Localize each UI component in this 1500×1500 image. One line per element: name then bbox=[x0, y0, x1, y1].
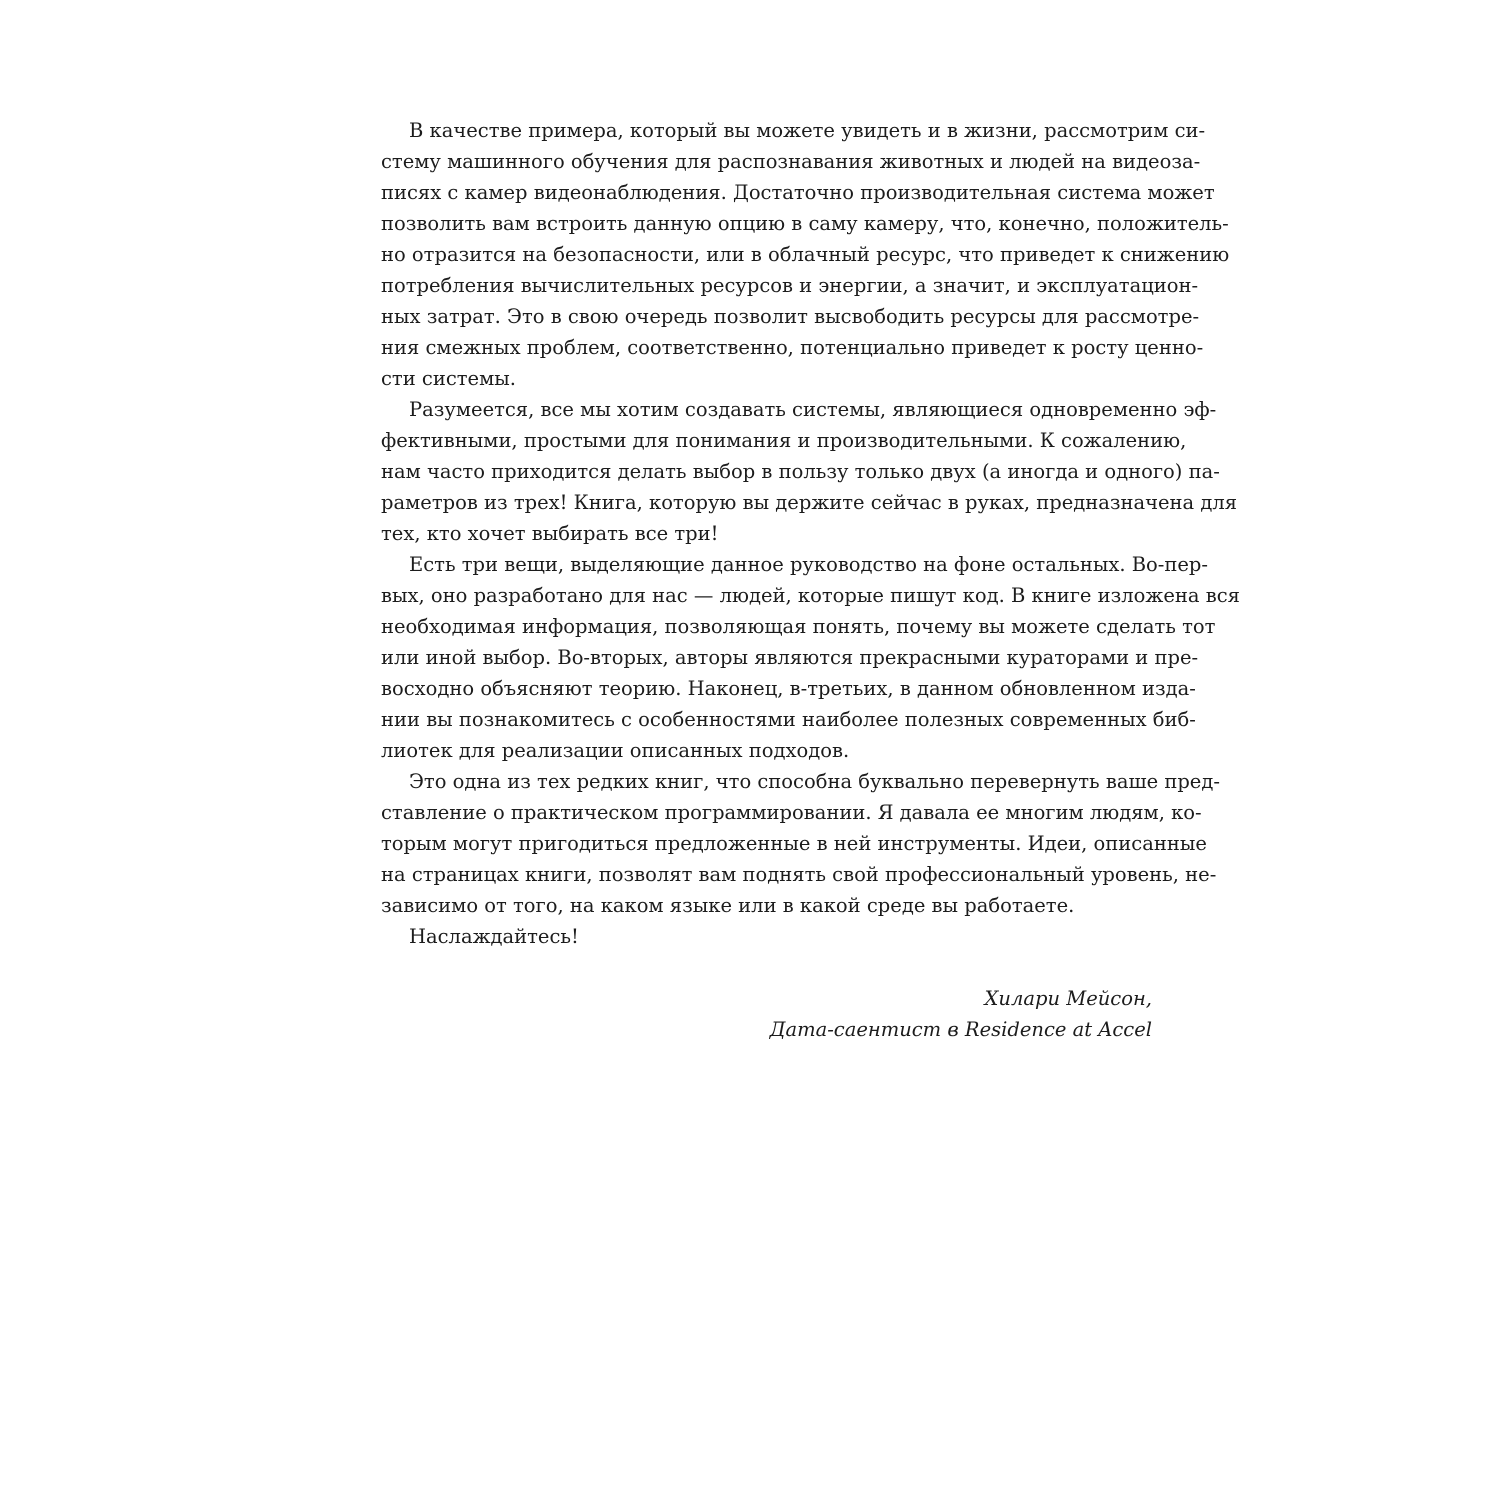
paragraph bbox=[381, 394, 1238, 549]
text-line: ных затрат. Это в свою очередь позволит высвободить ресурсы для рассмотре- bbox=[381, 305, 1200, 328]
signature-name: Хилари Мейсон, bbox=[984, 987, 1152, 1010]
paragraph bbox=[381, 921, 1152, 952]
paragraph bbox=[381, 549, 1240, 766]
text-line: вых, оно разработано для нас — людей, которые пишут код. В книге изложена вся bbox=[381, 584, 1240, 607]
text-line: Наслаждайтесь! bbox=[409, 925, 579, 948]
text-line: фективными, простыми для понимания и производительными. К сожалению, bbox=[381, 429, 1187, 452]
text-line: торым могут пригодиться предложенные в ней инструменты. Идеи, описанные bbox=[381, 832, 1207, 855]
text-line: раметров из трех! Книга, которую вы держите сейчас в руках, предназначена для bbox=[381, 491, 1238, 514]
text-line: нии вы познакомитесь с особенностями наиболее полезных современных биб- bbox=[381, 708, 1196, 731]
text-line: ставление о практическом программировании. Я давала ее многим людям, ко- bbox=[381, 801, 1202, 824]
text-line: тех, кто хочет выбирать все три! bbox=[381, 522, 719, 545]
body-text bbox=[381, 115, 1240, 952]
text-line: ния смежных проблем, соответственно, потенциально приведет к росту ценно- bbox=[381, 336, 1204, 359]
signature-title: Дата-саентист в Residence at Accel bbox=[769, 1018, 1152, 1041]
text-line: необходимая информация, позволяющая понять, почему вы можете сделать тот bbox=[381, 615, 1216, 638]
text-line: Есть три вещи, выделяющие данное руководство на фоне остальных. Во-пер- bbox=[409, 553, 1208, 576]
text-line: потребления вычислительных ресурсов и энергии, а значит, и эксплуатацион- bbox=[381, 274, 1199, 297]
text-line: писях с камер видеонаблюдения. Достаточно производительная система может bbox=[381, 181, 1215, 204]
text-line: Это одна из тех редких книг, что способна буквально перевернуть ваше пред- bbox=[409, 770, 1220, 793]
text-line: зависимо от того, на каком языке или в какой среде вы работаете. bbox=[381, 894, 1075, 917]
text-line: сти системы. bbox=[381, 367, 516, 390]
text-line: Разумеется, все мы хотим создавать системы, являющиеся одновременно эф- bbox=[409, 398, 1217, 421]
text-line: нам часто приходится делать выбор в пользу только двух (а иногда и одного) па- bbox=[381, 460, 1220, 483]
text-line: стему машинного обучения для распознавания животных и людей на видеоза- bbox=[381, 150, 1201, 173]
text-line: на страницах книги, позволят вам поднять свой профессиональный уровень, не- bbox=[381, 863, 1217, 886]
text-line: позволить вам встроить данную опцию в саму камеру, что, конечно, положитель- bbox=[381, 212, 1229, 235]
paragraph bbox=[381, 115, 1230, 394]
paragraph bbox=[381, 766, 1220, 921]
text-line: лиотек для реализации описанных подходов. bbox=[381, 739, 850, 762]
text-line: но отразится на безопасности, или в облачный ресурс, что приведет к снижению bbox=[381, 243, 1230, 266]
text-line: В качестве примера, который вы можете увидеть и в жизни, рассмотрим си- bbox=[409, 119, 1206, 142]
signature bbox=[770, 983, 1152, 1045]
text-line: или иной выбор. Во-вторых, авторы являются прекрасными кураторами и пре- bbox=[381, 646, 1199, 669]
text-line: восходно объясняют теорию. Наконец, в-третьих, в данном обновленном изда- bbox=[381, 677, 1196, 700]
